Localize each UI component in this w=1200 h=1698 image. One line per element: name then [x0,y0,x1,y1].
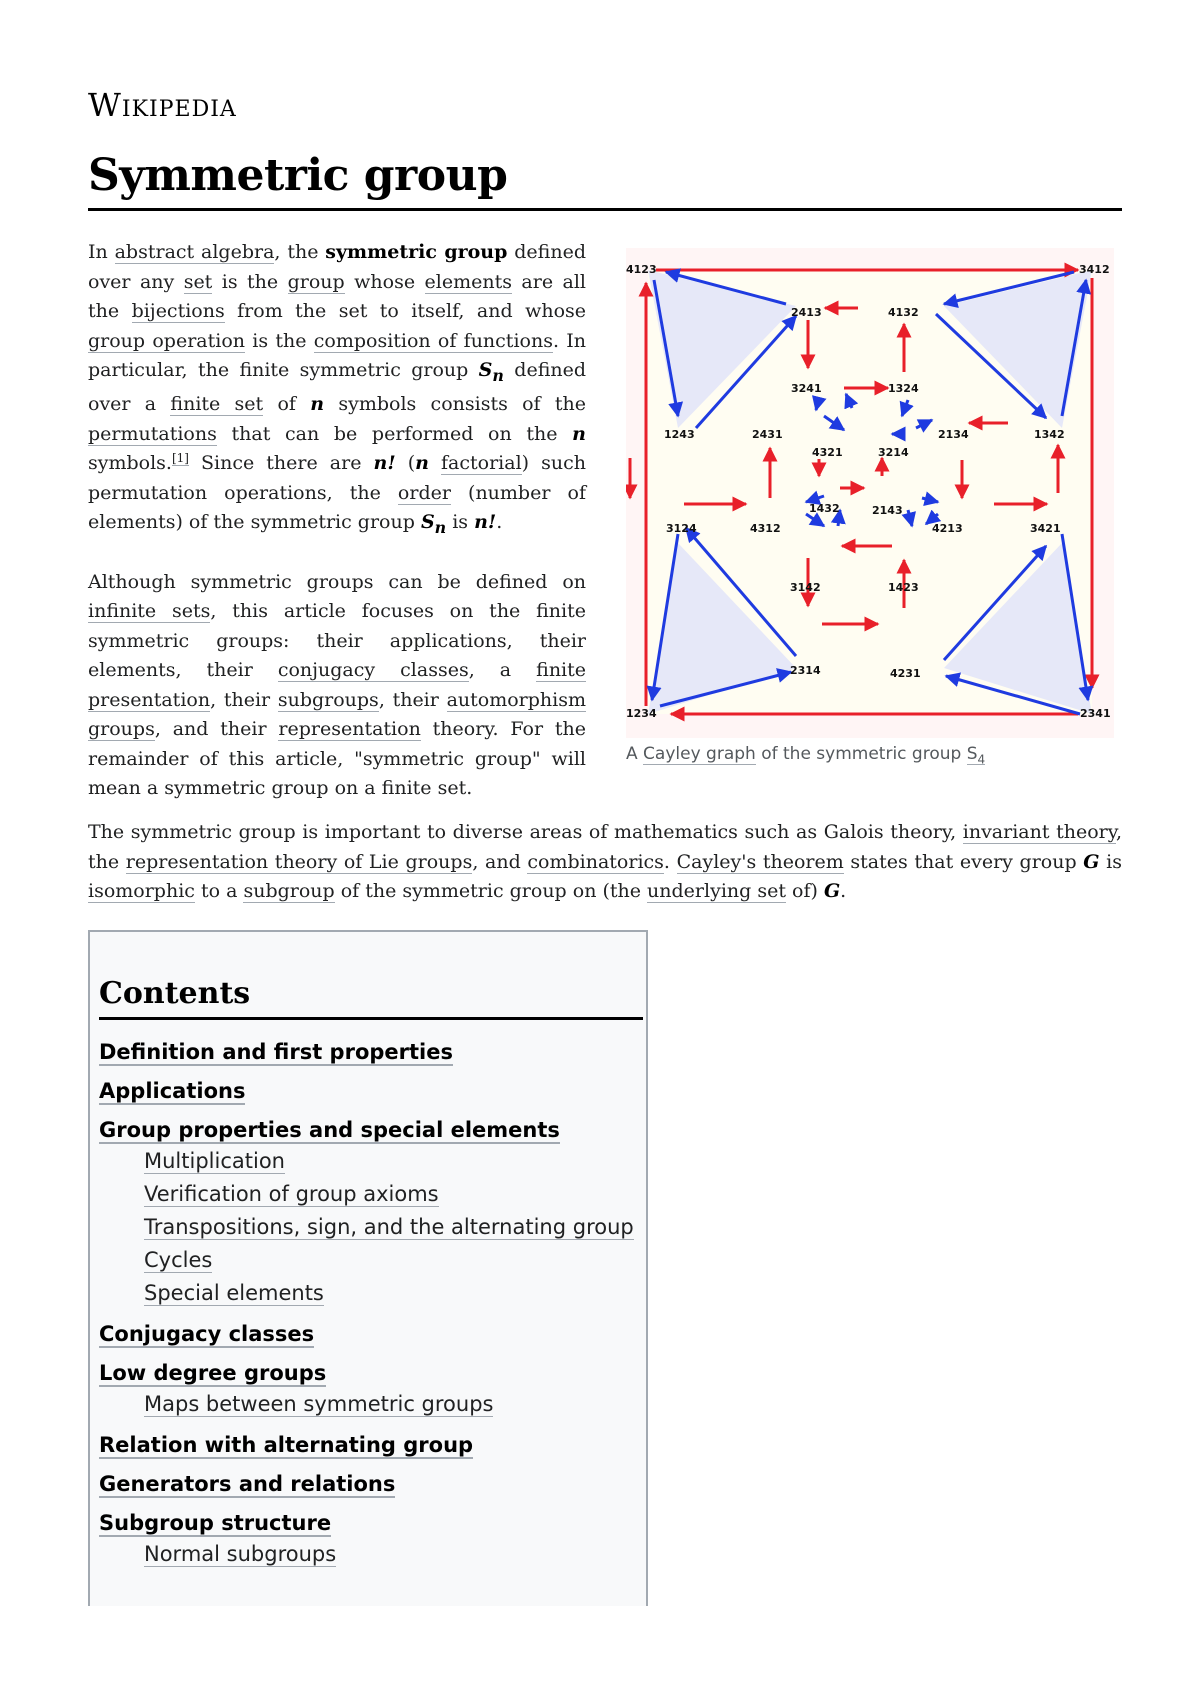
link-S4[interactable]: $S_4$ [966,744,986,767]
node-label: 2134 [938,428,969,441]
link-conjugacy-classes[interactable]: conjugacy classes [277,659,469,682]
reference-1[interactable]: [1] [171,450,189,465]
node-label: 1423 [888,581,919,594]
link-factorial[interactable]: factorial [441,452,522,475]
toc-title: Contents [99,976,251,1011]
node-label: 1234 [626,707,657,720]
link-order[interactable]: order [397,481,451,504]
body-paragraph: The symmetric group is important to diverse areas of mathematics such as Galois theory, invariant theory, the representation theory of Lie groups, and combinatorics. Cayley's theorem states that every group G is isomorphic to a subgroup of the symmetric group on (the underlying set of) G. [88,821,1122,902]
toc-subitem[interactable]: Special elements [144,1281,324,1305]
link-automorphism-groups[interactable]: automorphism groups [88,688,586,741]
title-divider [88,208,1122,211]
link-elements[interactable]: elements [424,270,512,293]
math-Sn: $S_n$ [478,359,504,385]
toc-divider [99,1017,643,1020]
lead-section [88,238,586,829]
link-rep-theory-lie[interactable]: representation theory of Lie groups [125,850,473,873]
node-label: 3142 [790,581,821,594]
toc-item[interactable]: Relation with alternating group [99,1433,474,1457]
link-cayleys-theorem[interactable]: Cayley's theorem [676,850,844,873]
cayley-graph-figure [626,248,1114,766]
math-n: n [572,422,586,445]
node-label: 1432 [809,502,840,515]
math-n: n [310,393,325,416]
math-n-factorial: n! [474,511,497,534]
math-G: G [823,880,841,902]
toc-subitem[interactable]: Multiplication [144,1149,285,1173]
toc-subitem[interactable]: Cycles [144,1248,213,1272]
node-label: 3421 [1030,522,1061,535]
link-infinite-sets[interactable]: infinite sets [88,600,211,623]
table-of-contents [88,930,648,1606]
toc-item[interactable]: Applications [99,1079,246,1103]
math-n-factorial: n! [373,452,396,475]
link-set[interactable]: set [183,270,213,293]
node-label: 1342 [1034,428,1065,441]
link-cayley-graph[interactable]: Cayley graph [643,744,756,764]
node-label: 4132 [888,306,919,319]
link-group-operation[interactable]: group operation [88,329,245,352]
figure-caption: A Cayley graph of the symmetric group $S_4$ [626,744,986,767]
toc-item[interactable]: Subgroup structure [99,1511,332,1535]
node-label: 4321 [812,446,843,459]
node-label: 2431 [752,428,783,441]
node-label: 3214 [878,446,909,459]
node-label: 3412 [1079,263,1110,276]
node-label: 2314 [790,664,821,677]
node-label: 2413 [791,306,822,319]
toc-subitem[interactable]: Normal subgroups [144,1542,337,1566]
node-label: 1324 [888,382,919,395]
link-isomorphic[interactable]: isomorphic [88,880,195,902]
link-finite-set[interactable]: finite set [170,393,264,416]
toc-item[interactable]: Group properties and special elements [99,1118,560,1142]
link-subgroup[interactable]: subgroup [243,880,335,902]
page-title: Symmetric group [88,150,508,201]
node-label: 4123 [626,263,657,276]
text-galois-theory: Galois theory [823,821,951,843]
toc-item[interactable]: Generators and relations [99,1472,396,1496]
link-composition[interactable]: composition of functions [313,329,553,352]
link-subgroups[interactable]: subgroups [277,688,379,711]
node-label: 2341 [1080,707,1111,720]
lead-paragraph-1: In abstract algebra, the symmetric group defined over any set is the group whose elements are all the bijections from the set to itself, and whose group operation is the composition of functions. In particular, the finite symmetric group $S_n$ defined over a finite set of n symbols consists of the permutations that can be performed on the n symbols.[1] Since there are n! (n factorial) such permutation operations, the order (number of elements) of the symmetric group $S_n$ is n!. [88,241,587,538]
link-combinatorics[interactable]: combinatorics [527,850,664,873]
math-G: G [1083,850,1100,873]
toc-item[interactable]: Low degree groups [99,1361,327,1385]
cayley-graph-image[interactable] [626,248,1114,738]
toc-subitem[interactable]: Verification of group axioms [144,1182,439,1206]
link-finite-presentation[interactable]: finite presentation [88,659,587,711]
node-label: 3241 [791,382,822,395]
link-invariant-theory[interactable]: invariant theory [962,821,1116,843]
toc-item[interactable]: Definition and first properties [99,1040,453,1064]
toc-list [99,1028,644,1571]
wikipedia-wordmark[interactable]: Wikipedia [88,86,237,124]
link-group[interactable]: group [287,270,345,293]
link-permutations[interactable]: permutations [88,422,217,445]
node-label: 4231 [890,667,921,680]
node-label: 1243 [664,428,695,441]
toc-subitem[interactable]: Transpositions, sign, and the alternating group [144,1215,634,1239]
link-bijections[interactable]: bijections [131,300,225,322]
toc-subitem[interactable]: Maps between symmetric groups [144,1392,494,1416]
link-representation[interactable]: representation [278,718,421,741]
link-abstract-algebra[interactable]: abstract algebra [114,241,275,263]
node-label: 3124 [666,522,697,535]
math-Sn: $S_n$ [420,511,447,538]
bold-term: symmetric group [325,241,508,263]
toc-item[interactable]: Conjugacy classes [99,1322,315,1346]
math-n: n [415,452,429,475]
node-label: 4213 [932,522,963,535]
link-underlying-set[interactable]: underlying set [647,880,786,902]
node-label: 4312 [750,522,781,535]
lead-paragraph-2: Although symmetric groups can be defined on infinite sets, this article focuses on the finite symmetric groups: their applications, their elements, their conjugacy classes, a finite presentation, their subgroups, their automorphism groups, and their representation theory. For the remainder of this article, "symmetric group" will mean a symmetric group on a finite set. [88,570,587,800]
node-label: 2143 [872,504,903,517]
